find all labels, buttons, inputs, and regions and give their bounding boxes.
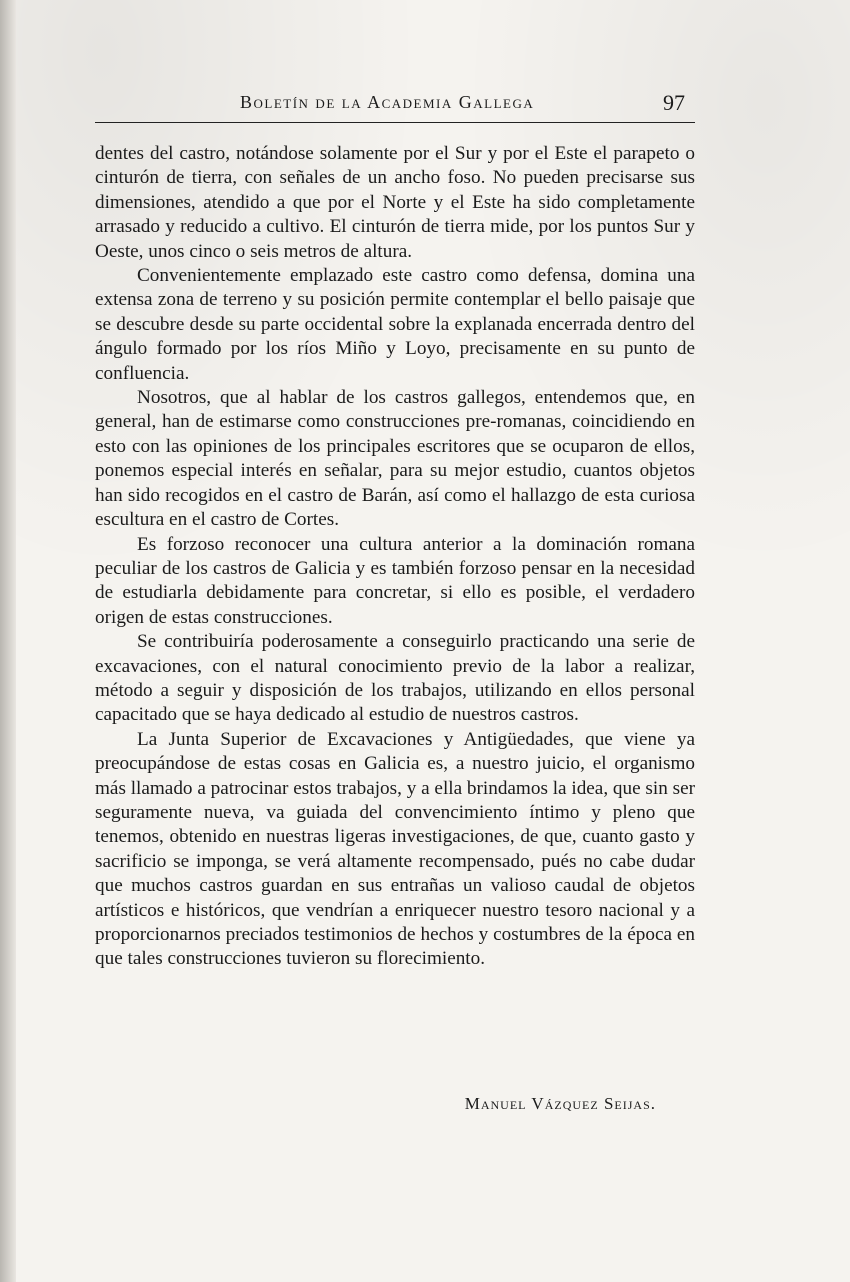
paragraph: La Junta Superior de Excavaciones y Antigüedades, que viene ya preocupándose de estas cosas en Galicia es, a nuestro juicio, el organismo más llamado a patrocinar estos trabajos, y a ella brindamos la idea, que sin ser seguramente nueva, va guiada del convencimiento íntimo y pleno que tenemos, obtenido en nuestras ligeras investigaciones, de que, cuanto gasto y sacrificio se imponga, se verá altamente recompensado, pués no cabe dudar que muchos castros guardan en sus entrañas un valioso caudal de objetos artísticos e históricos, que vendrían a enriquecer nuestro tesoro nacional y a proporcionarnos preciados testimonios de hechos y costumbres de la época en que tales construcciones tuvieron su florecimiento.	[95, 728, 695, 970]
page-number: 97	[663, 90, 685, 115]
paragraph: dentes del castro, notándose solamente por el Sur y por el Este el parapeto o cinturón de tierra, con señales de un ancho foso. No pueden precisarse sus dimensiones, atendido a que por el Norte y el Este ha sido completamente arrasado y reducido a cultivo. El cinturón de tierra mide, por los puntos Sur y Oeste, unos cinco o seis metros de altura.	[95, 143, 695, 262]
body-text	[95, 142, 695, 972]
paragraph: Se contribuiría poderosamente a conseguirlo practicando una serie de excavaciones, con el natural conocimiento previo de la labor a realizar, método a seguir y disposición de los trabajos, utilizando en ellos personal capacitado que se haya dedicado al estudio de nuestros castros.	[95, 631, 695, 726]
running-title: Boletín de la Academia Gallega	[240, 92, 535, 112]
paragraph: Es forzoso reconocer una cultura anterior a la dominación romana peculiar de los castros de Galicia y es también forzoso pensar en la necesidad de estudiarla debidamente para concretar, si ello es posible, el verdadero origen de estas construcciones.	[95, 533, 695, 628]
paragraph: Convenientemente emplazado este castro como defensa, domina una extensa zona de terreno y su posición permite contemplar el bello paisaje que se descubre desde su parte occidental sobre la explanada encerrada dentro del ángulo formado por los ríos Miño y Loyo, precisamente en su punto de confluencia.	[95, 265, 695, 384]
paragraph: Nosotros, que al hablar de los castros gallegos, entendemos que, en general, han de estimarse como construcciones pre-romanas, coincidiendo en esto con las opiniones de los principales escritores que se ocuparon de ellos, ponemos especial interés en señalar, para su mejor estudio, cuantos objetos han sido recogidos en el castro de Barán, así como el hallazgo de esta curiosa escultura en el castro de Cortes.	[95, 387, 695, 531]
page-edge-shadow	[0, 0, 16, 1282]
page-header	[95, 88, 695, 123]
author-signature: Manuel Vázquez Seijas.	[464, 1094, 656, 1113]
